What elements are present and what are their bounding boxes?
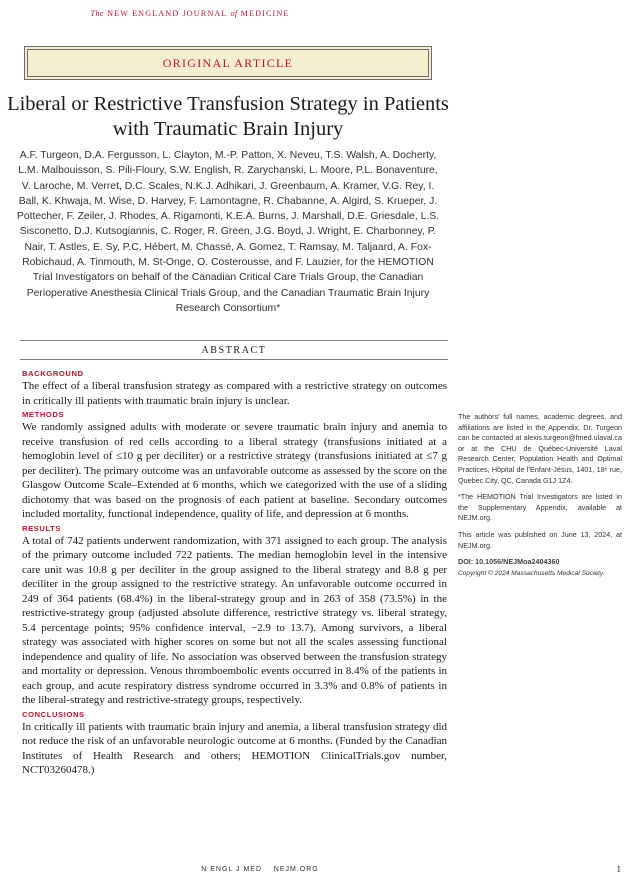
journal-masthead bbox=[0, 9, 380, 18]
article-type-label: ORIGINAL ARTICLE bbox=[162, 55, 294, 70]
publication-note: This article was published on June 13, 2024, at NEJM.org. bbox=[458, 529, 622, 550]
abstract-heading-bar bbox=[20, 340, 448, 360]
investigators-note: *The HEMOTION Trial Investigators are listed in the Supplementary Appendix, available at NEJM.org. bbox=[458, 492, 622, 523]
footer-journal-abbrev: N ENGL J MED bbox=[201, 866, 262, 873]
abstract-body bbox=[22, 368, 447, 779]
journal-masthead-of: of bbox=[230, 9, 238, 18]
page-footer bbox=[0, 866, 520, 873]
abstract-section-conclusions bbox=[22, 709, 447, 778]
section-text: In critically ill patients with traumatic brain injury and anemia, a liberal transfusion strategy did not reduce the risk of an unfavorable neurologic outcome at 6 months. (Funded by the Canadian Institutes of Health Research and others; HEMOTION ClinicalTrials.gov number, NCT03260478.) bbox=[22, 720, 447, 776]
abstract-heading: ABSTRACT bbox=[201, 344, 267, 356]
section-text: We randomly assigned adults with moderate or severe traumatic brain injury and anemia to receive transfusion of red cells according to a liberal strategy (transfusions initiated at a hemoglobin level of ≤10 g per deciliter) or a restrictive strategy (transfusions initiated at ≤7 g per deciliter). The primary outcome was an unfavorable outcome as assessed by the score on the Glasgow Outcome Scale–Extended at 6 months, which we categorized with the use of a sliding dichotomy that was based on the prognosis of each patient at baseline. Secondary outcomes included mortality, functional independence, quality of life, and depression at 6 months. bbox=[22, 421, 447, 520]
section-heading: BACKGROUND bbox=[22, 369, 84, 378]
copyright: Copyright © 2024 Massachusetts Medical Society. bbox=[458, 569, 605, 577]
article-type-banner bbox=[24, 46, 432, 80]
footer-website: NEJM.ORG bbox=[273, 866, 319, 873]
abstract-section-methods bbox=[22, 409, 447, 522]
article-sidebar bbox=[458, 412, 622, 585]
section-text: A total of 742 patients underwent randomization, with 371 assigned to each group. The analysis of the primary outcome included 722 patients. The median hemoglobin level in the intensive care unit was 10.8 g per deciliter in the group assigned to the liberal strategy and 8.8 g per deciliter in the group assigned to the restrictive strategy. An unfavorable outcome occurred in 249 of 364 patients (68.4%) in the liberal-strategy group and in 263 of 358 (73.5%) in the restrictive-strategy group (adjusted absolute difference, restrictive strategy vs. liberal strategy, 5.4 percentage points; 95% confidence interval, −2.9 to 13.7). Among survivors, a liberal strategy was associated with higher scores on some but not all the scales assessing functional independence and quality of life. No association was observed between the transfusion strategy and mortality or depression. Venous thromboembolic events occurred in 8.4% of the patients in each group, and acute respiratory distress syndrome occurred in 3.3% and 0.8% of patients in the liberal-strategy and restrictive-strategy groups, respectively. bbox=[22, 534, 447, 706]
section-heading: METHODS bbox=[22, 410, 65, 419]
journal-masthead-the: The bbox=[90, 9, 104, 18]
section-text: The effect of a liberal transfusion strategy as compared with a restrictive strategy on outcomes in critically ill patients with traumatic brain injury is unclear. bbox=[22, 380, 447, 407]
page-number: 1 bbox=[616, 864, 621, 874]
author-list: A.F. Turgeon, D.A. Fergusson, L. Clayton, M.-P. Patton, X. Neveu, T.S. Walsh, A. Docherty, L.M. Malbouisson, S. Pili-Floury, S.W. English, R. Zarychanski, L. Moore, P.L. Bonaventure, V. Laroche, M. Verret, D.C. Scales, N.K.J. Adhikari, J. Greenbaum, A. Kramer, V.G. Rey, I. Ball, K. Khwaja, M. Wise, D. Harvey, F. Lamontagne, R. Chabanne, A. Algird, S. Krueper, J. Pottecher, F. Zeiler, J. Rhodes, A. Rigamonti, K.E.A. Burns, J. Marshall, D.E. Griesdale, L.S. Sisconetto, D.J. Kutsogiannis, C. Roger, R. Green, J.G. Boyd, J. Wright, E. Charbonney, P. Nair, T. Astles, E. Sy, P.C. Hébert, M. Chassé, A. Gomez, T. Ramsay, M. Taljaard, A. Fox-Robichaud, A. Tinmouth, M. St-Onge, O. Costerousse, and F. Lauzier, for the HEMOTION Trial Investigators on behalf of the Canadian Critical Care Trials Group, the Canadian Perioperative Anesthesia Clinical Trials Group, and the Canadian Traumatic Brain Injury Research Consortium* bbox=[16, 150, 440, 314]
journal-masthead-name-end: MEDICINE bbox=[240, 9, 290, 18]
article-title: Liberal or Restrictive Transfusion Strategy in Patients with Traumatic Brain Injury bbox=[7, 93, 449, 140]
author-contact-note: The authors’ full names, academic degrees, and affiliations are listed in the Appendix. Dr. Turgeon can be contacted at alexis.turgeon@fmed.ulaval.ca or at the CHU de Québec-Université Laval Research Center, Population Health and Optimal Practices, Hôpital de l’Enfant-Jésus, 1401, 18ᵉ rue, Quebec City, QC, Canada G1J 1Z4. bbox=[458, 412, 622, 485]
journal-masthead-name: NEW ENGLAND JOURNAL bbox=[107, 9, 228, 18]
abstract-section-background bbox=[22, 368, 447, 408]
abstract-section-results bbox=[22, 523, 447, 708]
doi: DOI: 10.1056/NEJMoa2404360 bbox=[458, 557, 560, 567]
section-heading: RESULTS bbox=[22, 523, 62, 533]
section-heading: CONCLUSIONS bbox=[22, 709, 85, 719]
